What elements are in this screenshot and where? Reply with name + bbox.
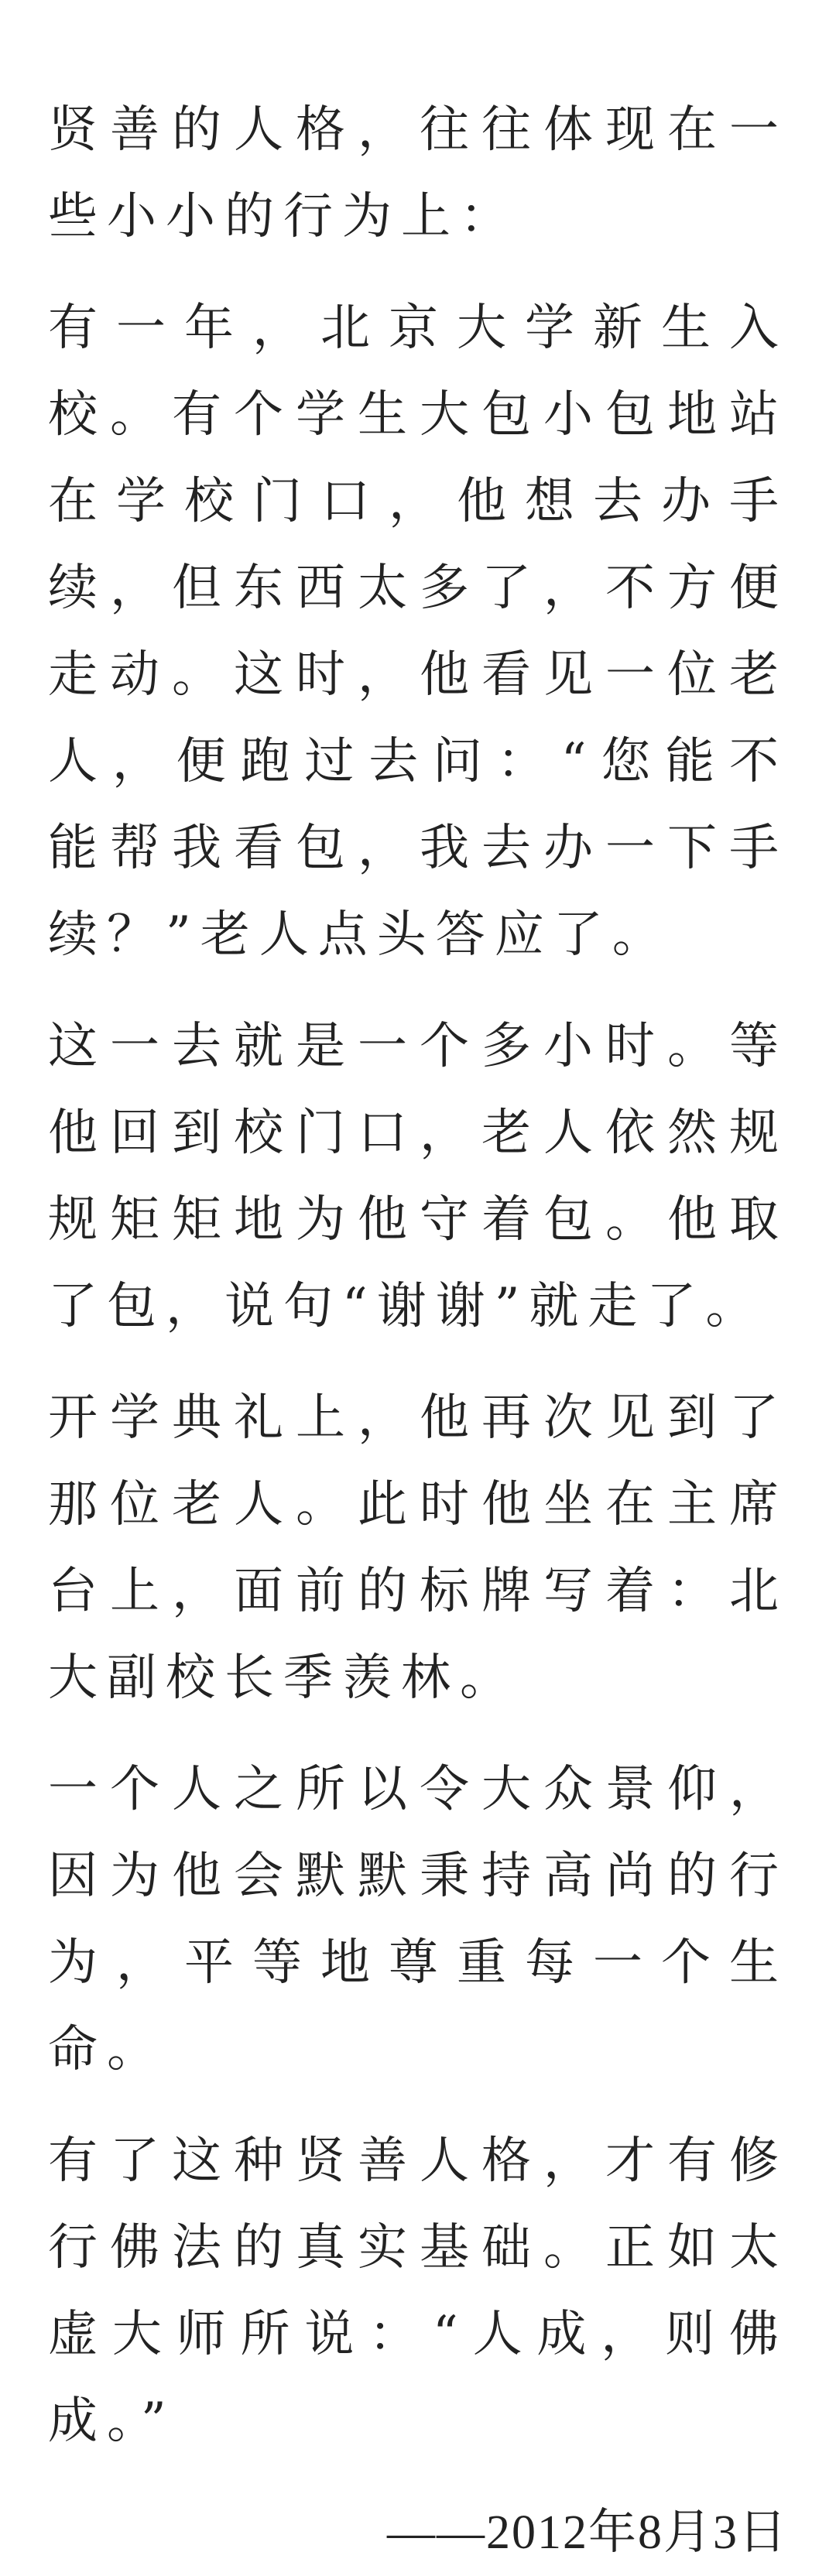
paragraph-conclusion: 有了这种贤善人格，才有修行佛法的真实基础。正如太虚大师所说：“人成，则佛成。” — [48, 2132, 788, 2450]
paragraph-story-reveal: 开学典礼上，他再次见到了那位老人。此时他坐在主席台上，面前的标牌写着：北大副校长季羡林。 — [48, 1389, 788, 1707]
paragraph-story-start: 有一年，北京大学新生入校。有个学生大包小包地站在学校门口，他想去办手续，但东西太多了，不方便走动。这时，他看见一位老人，便跑过去问：“您能不能帮我看包，我去办一下手续？”老人点头答应了。 — [48, 300, 788, 964]
date-signature: ——2012年8月3日 — [386, 2506, 788, 2559]
paragraph-story-wait: 这一去就是一个多小时。等他回到校门口，老人依然规规矩矩地为他守着包。他取了包，说句“谢谢”就走了。 — [48, 1018, 788, 1335]
paragraph-reflection: 一个人之所以令大众景仰，因为他会默默秉持高尚的行为，平等地尊重每一个生命。 — [48, 1761, 788, 2078]
article-body — [48, 87, 788, 2576]
paragraph-intro: 贤善的人格，往往体现在一些小小的行为上： — [48, 101, 788, 245]
